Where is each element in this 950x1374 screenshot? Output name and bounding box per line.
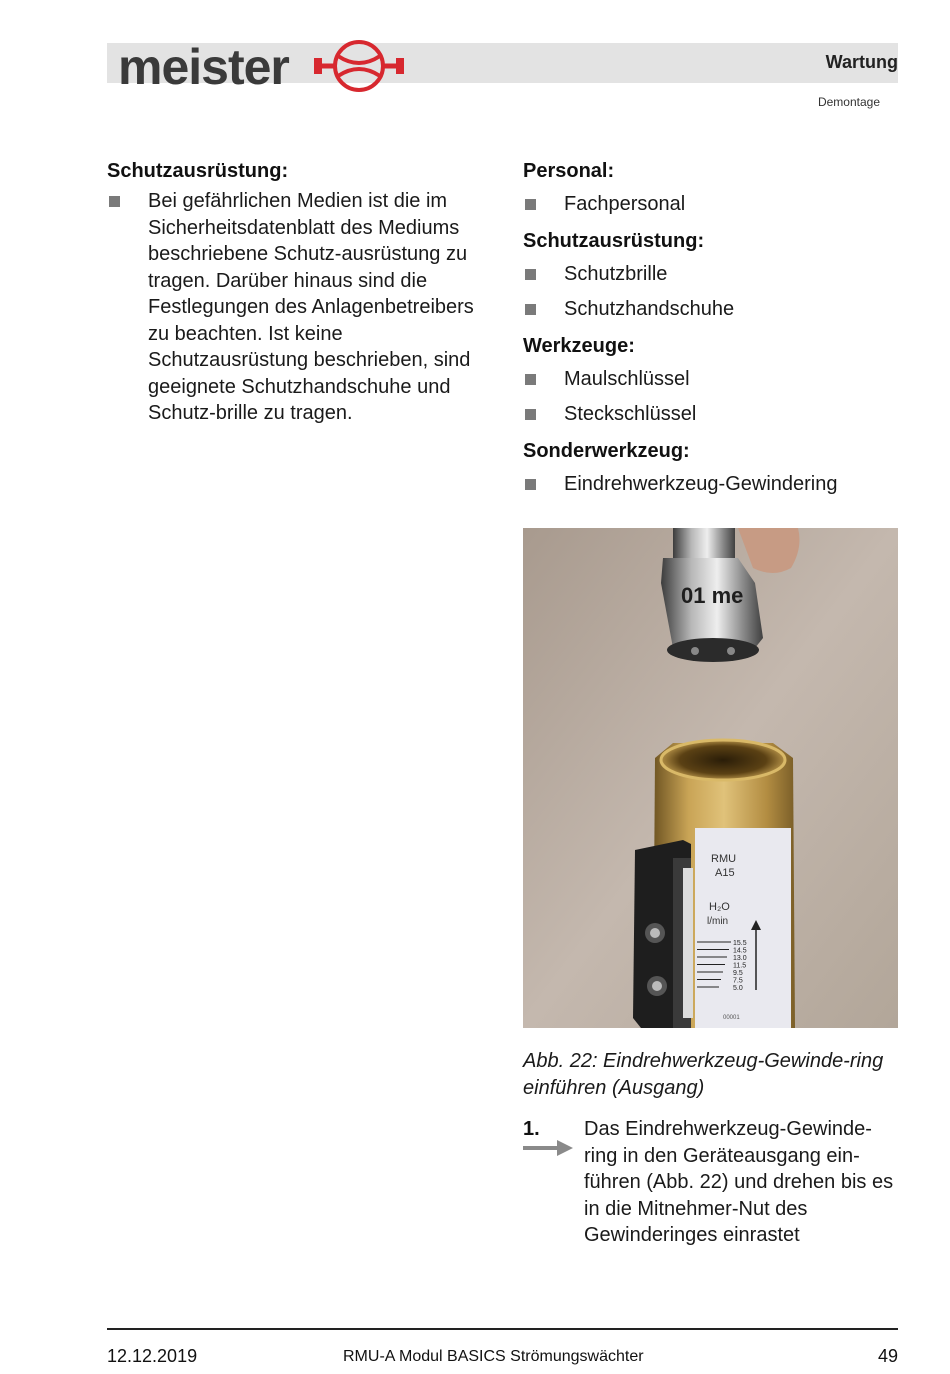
square-bullet-icon — [525, 409, 536, 420]
scale-label: 11.5 — [733, 962, 747, 970]
logo-flow-icon — [314, 36, 404, 98]
left-column — [107, 158, 487, 427]
list-item — [523, 401, 903, 428]
square-bullet-icon — [109, 196, 120, 207]
square-bullet-icon — [525, 269, 536, 280]
label-medium: H₂O — [709, 901, 730, 913]
logo-text: meister — [118, 39, 289, 95]
protective-heading: Schutzausrüstung: — [523, 229, 705, 252]
page-number: 49 — [877, 1346, 898, 1366]
step-arrow-icon — [523, 1138, 575, 1160]
label-serial: 00001 — [723, 1015, 740, 1021]
list-item — [523, 191, 903, 218]
special-tools-heading: Sonderwerkzeug: — [523, 439, 690, 462]
list-item — [523, 471, 903, 498]
square-bullet-icon — [525, 374, 536, 385]
list-item-text: Fachpersonal — [564, 193, 686, 215]
tools-heading: Werkzeuge: — [523, 334, 635, 357]
right-column — [523, 158, 903, 503]
step-text: Das Eindrehwerkzeug-Gewinde-ring in den Geräteausgang ein-führen (Abb. 22) und drehen bis es in die Mitnehmer-Nut des Gewinderinges einrastet — [584, 1118, 894, 1246]
personnel-heading: Personal: — [523, 160, 615, 182]
list-item — [523, 366, 903, 393]
list-item-text: Schutzhandschuhe — [564, 298, 735, 320]
subsection-title: Demontage — [817, 95, 880, 109]
list-item — [523, 296, 903, 323]
list-item — [107, 188, 479, 427]
footer-divider — [107, 1328, 898, 1330]
label-size: A15 — [715, 867, 735, 879]
scale-label: 5.0 — [733, 985, 743, 992]
label-unit: l/min — [707, 916, 729, 927]
square-bullet-icon — [525, 479, 536, 490]
personnel-group — [523, 158, 903, 218]
protective-group — [523, 228, 903, 323]
flow-switch-photo — [523, 528, 898, 1028]
list-item-text: Schutzbrille — [564, 262, 668, 285]
protective-equipment-heading: Schutzausrüstung: — [107, 160, 289, 182]
step-number: 1. — [523, 1118, 540, 1140]
list-item-text: Eindrehwerkzeug-Gewindering — [564, 472, 838, 495]
scale-label: 14.5 — [733, 947, 747, 955]
tools-group — [523, 333, 903, 428]
protective-equipment-text: Bei gefährlichen Medien ist die im Sicherheitsdatenblatt des Mediums beschriebene Schutz-ausrüstung zu tragen. Darüber hinaus sind die Festlegungen des Anlagenbetreibers zu beachten. Ist keine Schutzausrüstung beschrieben, sind geeignete Schutzhandschuhe und Schutz-brille zu tragen. — [148, 190, 474, 424]
section-title: Wartung — [825, 52, 898, 72]
scale-label: 13.0 — [733, 955, 747, 962]
footer-date: 12.12.2019 — [107, 1346, 198, 1366]
scale-label: 7.5 — [733, 977, 743, 985]
meister-logo — [118, 36, 408, 98]
label-model: RMU — [711, 853, 737, 865]
list-item-text: Maulschlüssel — [564, 367, 690, 390]
list-item — [523, 261, 903, 288]
square-bullet-icon — [525, 199, 536, 210]
square-bullet-icon — [525, 304, 536, 315]
scale-label: 9.5 — [733, 970, 743, 977]
special-tools-group — [523, 438, 903, 498]
footer-document-title: RMU-A Modul BASICS Strömungswächter — [343, 1348, 644, 1365]
tool-marking: 01 me — [681, 583, 744, 608]
scale-label: 15.5 — [733, 940, 747, 947]
figure-photo — [523, 528, 898, 1028]
figure-caption: Abb. 22: Eindrehwerkzeug-Gewinde-ring einführen (Ausgang) — [523, 1050, 884, 1099]
list-item-text: Steckschlüssel — [564, 403, 697, 425]
